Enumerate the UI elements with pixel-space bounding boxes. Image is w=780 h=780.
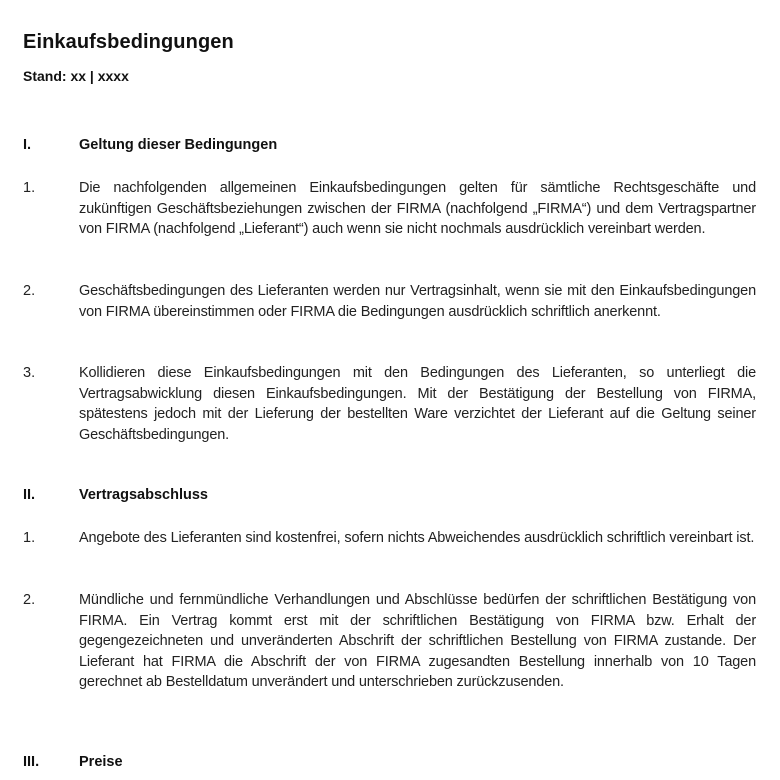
section-title: Vertragsabschluss	[79, 487, 208, 503]
section-number: II.	[23, 487, 36, 503]
clause-number: 2.	[23, 283, 36, 299]
section-heading-3	[0, 754, 780, 774]
clause-text: Kollidieren diese Einkaufsbedingungen mit den Bedingungen des Lieferanten, so unterliegt die Vertragsabwicklung diesen Einkaufsbedingungen. Mit der Bestätigung der Bestellung von FIRMA, spätestens jedoch mit der Lieferung der bestellten Ware verzichtet der Lieferant auf die Geltung seiner Geschäftsbedingungen.	[79, 365, 756, 443]
section-title: Geltung dieser Bedingungen	[79, 137, 278, 153]
document-title: Einkaufsbedingungen	[23, 31, 234, 53]
clause-number: 1.	[23, 530, 36, 546]
clause-number: 1.	[23, 180, 36, 196]
section-title: Preise	[79, 754, 123, 770]
section-number: III.	[23, 754, 40, 770]
section-number: I.	[23, 137, 32, 153]
clause-number: 2.	[23, 592, 36, 608]
clause-text: Mündliche und fernmündliche Verhandlungen und Abschlüsse bedürfen der schriftlichen Bestätigung von FIRMA. Ein Vertrag kommt erst mit der schriftlichen Bestätigung von FIRMA bzw. Erhalt der gegengezeichneten und unveränderten Abschrift der schriftlichen Bestellung von FIRMA zustande. Der Lieferant hat FIRMA die Abschrift der von FIRMA zugesandten Bestellung innerhalb von 10 Tagen gerechnet ab Bestelldatum unverändert und unterschrieben zurückzusenden.	[79, 592, 756, 690]
document-subtitle: Stand: xx | xxxx	[23, 68, 129, 84]
section-heading-2	[0, 487, 780, 507]
clause-text: Die nachfolgenden allgemeinen Einkaufsbedingungen gelten für sämtliche Rechtsgeschäfte und zukünftigen Geschäftsbeziehungen zwischen der FIRMA (nachfolgend „FIRMA“) und dem Vertragspartner von FIRMA (nachfolgend „Lieferant“) auch wenn sie nicht nochmals ausdrücklich vereinbart werden.	[79, 180, 756, 237]
clause-text: Angebote des Lieferanten sind kostenfrei, sofern nichts Abweichendes ausdrücklich schriftlich vereinbart ist.	[79, 530, 755, 546]
section-heading-1	[0, 137, 780, 157]
clause-number: 3.	[23, 365, 36, 381]
clause-text: Geschäftsbedingungen des Lieferanten werden nur Vertragsinhalt, wenn sie mit den Einkaufsbedingungen von FIRMA übereinstimmen oder FIRMA die Bedingungen ausdrücklich schriftlich anerkennt.	[79, 283, 756, 320]
